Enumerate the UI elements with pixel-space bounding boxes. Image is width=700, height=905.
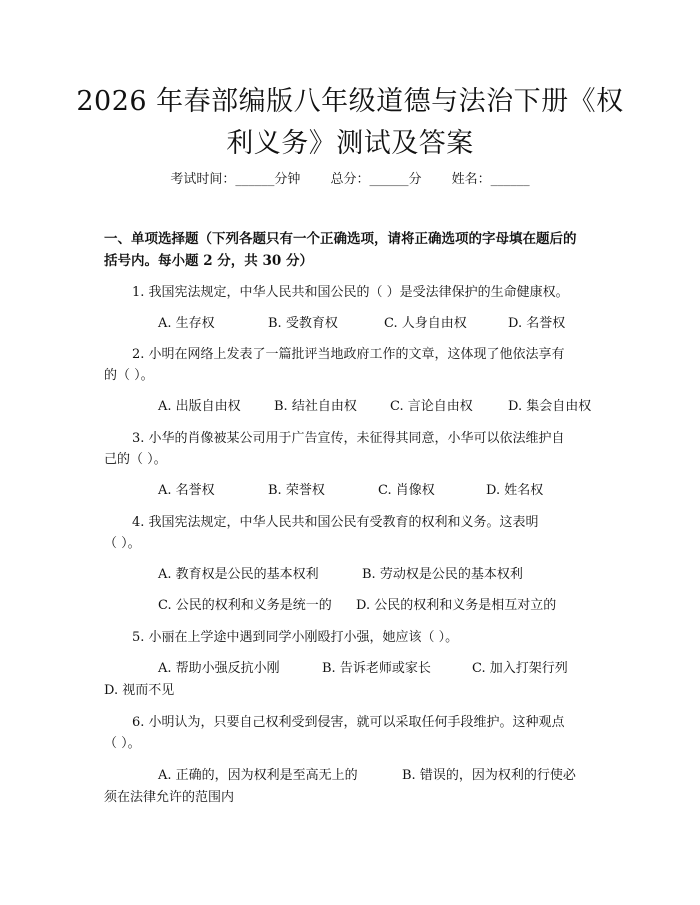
question-6-option-b: B. 错误的，因为权利的行使必: [402, 768, 576, 783]
question-4-option-c: C. 公民的权利和义务是统一的: [158, 598, 332, 613]
question-3-stem-cont: 己的（ ）。: [104, 452, 167, 467]
page-title-line1: 2026 年春部编版八年级道德与法治下册《权: [76, 86, 624, 117]
question-4-option-b: B. 劳动权是公民的基本权利: [362, 567, 523, 582]
question-6-stem-cont: （ ）。: [104, 736, 141, 751]
question-2-option-d: D. 集会自由权: [508, 399, 592, 414]
section-heading-line1: 一、单项选择题（下列各题只有一个正确选项，请将正确选项的字母填在题后的: [104, 231, 577, 247]
question-2-stem-cont: 的（ ）。: [104, 368, 154, 383]
question-1-option-b: B. 受教育权: [268, 316, 338, 331]
question-4-stem-cont: （ ）。: [104, 536, 141, 551]
question-6-option-b-cont: 须在法律允许的范围内: [104, 790, 235, 805]
question-5-option-b: B. 告诉老师或家长: [322, 661, 431, 676]
question-5-stem: 5. 小丽在上学途中遇到同学小刚殴打小强，她应该（ ）。: [132, 630, 459, 645]
section-heading-line2: 括号内。每小题 2 分，共 30 分）: [104, 253, 313, 269]
question-1-option-d: D. 名誉权: [508, 316, 566, 331]
question-5-option-d: D. 视而不见: [104, 683, 175, 698]
question-1-option-a: A. 生存权: [158, 316, 215, 331]
question-4-option-a: A. 教育权是公民的基本权利: [158, 567, 319, 582]
total-score-field: 总分：______分: [330, 172, 422, 187]
question-3-option-a: A. 名誉权: [158, 483, 215, 498]
question-2-option-b: B. 结社自由权: [274, 399, 357, 414]
name-field: 姓名：______: [451, 172, 530, 187]
exam-info-bar: [0, 168, 700, 187]
question-5-option-a: A. 帮助小强反抗小刚: [158, 661, 280, 676]
question-1-option-c: C. 人身自由权: [384, 316, 467, 331]
question-1-stem: 1. 我国宪法规定，中华人民共和国公民的（ ）是受法律保护的生命健康权。: [132, 285, 569, 300]
question-6-stem: 6. 小明认为，只要自己权利受到侵害，就可以采取任何手段维护。这种观点: [132, 715, 565, 730]
question-5-option-c: C. 加入打架行列: [472, 661, 568, 676]
question-3-stem: 3. 小华的肖像被某公司用于广告宣传，未征得其同意，小华可以依法维护自: [132, 431, 565, 446]
question-3-option-d: D. 姓名权: [486, 483, 544, 498]
page-title-line2: 利义务》测试及答案: [226, 128, 474, 159]
question-2-option-a: A. 出版自由权: [158, 399, 241, 414]
question-3-option-b: B. 荣誉权: [268, 483, 325, 498]
question-4-option-d: D. 公民的权利和义务是相互对立的: [356, 598, 557, 613]
question-2-stem: 2. 小明在网络上发表了一篇批评当地政府工作的文章，这体现了他依法享有: [132, 347, 565, 362]
question-6-option-a: A. 正确的，因为权利是至高无上的: [158, 768, 358, 783]
exam-time-field: 考试时间：______分钟: [170, 172, 301, 187]
question-3-option-c: C. 肖像权: [378, 483, 435, 498]
question-4-stem: 4. 我国宪法规定，中华人民共和国公民有受教育的权利和义务。这表明: [132, 515, 539, 530]
question-2-option-c: C. 言论自由权: [390, 399, 473, 414]
